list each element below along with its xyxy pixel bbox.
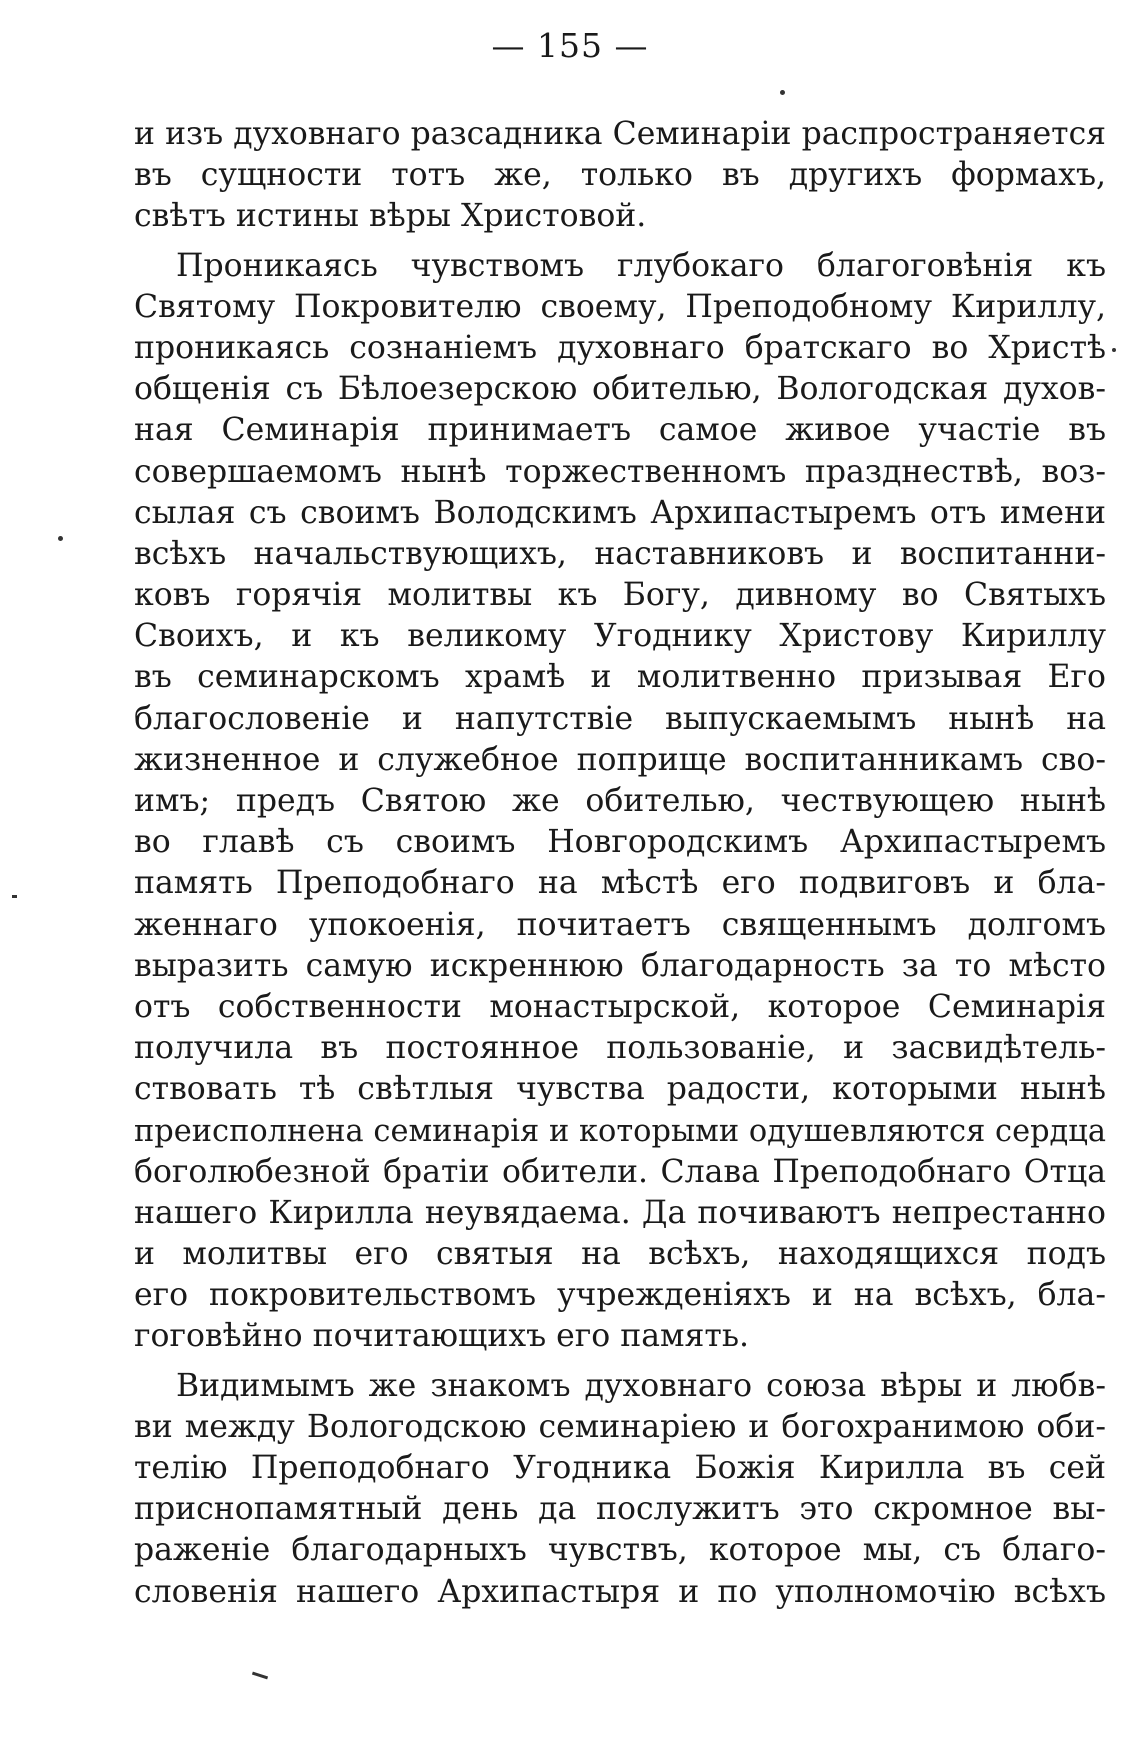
text-line: ви между Вологодскою семинаріею и богохранимою оби- [134,1408,1106,1445]
text-line: ковъ горячія молитвы къ Богу, дивному во Святыхъ [134,577,1106,614]
page-number: — 155 — [491,26,649,65]
text-line: ствовать тѣ свѣтлыя чувства радости, которыми нынѣ [134,1071,1106,1108]
text-line: совершаемомъ нынѣ торжественномъ празднествѣ, воз- [134,453,1106,490]
text-line: приснопамятный день да послужитъ это скромное вы- [134,1491,1106,1528]
text-line: нашего Кирилла неувядаема. Да почиваютъ непрестанно [134,1194,1106,1231]
text-line: его покровительствомъ учрежденіяхъ и на всѣхъ, бла- [134,1277,1106,1314]
text-line: гоговѣйно почитающихъ его память. [134,1318,750,1355]
text-line: память Преподобнаго на мѣстѣ его подвиговъ и бла- [134,865,1106,902]
text-line: преисполнена семинарія и которыми одушевляются сердца [134,1113,1106,1149]
body-text [134,114,1106,1613]
text-line: Видимымъ же знакомъ духовнаго союза вѣры и любв- [176,1367,1106,1404]
text-line: сылая съ своимъ Володскимъ Архипастыремъ отъ имени [134,494,1106,531]
text-line: имъ; предъ Святою же обителью, чествующею нынѣ [134,783,1106,819]
scan-speck [58,536,63,541]
scan-speck [780,90,785,95]
text-line: Своихъ, и къ великому Угоднику Христову Кириллу [134,618,1106,655]
text-line: боголюбезной братіи обители. Слава Преподобнаго Отца [134,1153,1106,1190]
text-line: выразить самую искреннюю благодарность за то мѣсто [134,947,1106,984]
text-line: Проникаясь чувствомъ глубокаго благоговѣнія къ [176,247,1106,284]
text-line: словенія нашего Архипастыря и по уполномочію всѣхъ [134,1573,1106,1610]
text-line: проникаясь сознаніемъ духовнаго братскаго во Христѣ [134,329,1106,366]
text-line: въ сущности тотъ же, только въ другихъ формахъ, [134,157,1106,194]
scan-speck [1112,348,1116,352]
text-line: общенія съ Бѣлоезерскою обителью, Вологодская духов- [134,371,1106,408]
text-line: въ семинарскомъ храмѣ и молитвенно призывая Его [134,659,1106,696]
text-line: всѣхъ начальствующихъ, наставниковъ и воспитанни- [134,535,1106,572]
text-line: раженіе благодарныхъ чувствъ, которое мы, съ благо- [134,1532,1106,1569]
text-line: отъ собственности монастырской, которое Семинарія [134,988,1106,1025]
text-line: благословеніе и напутствіе выпускаемымъ нынѣ на [134,700,1106,737]
text-line: и изъ духовнаго разсадника Семинаріи распространяется [134,116,1106,152]
scan-speck [12,895,17,898]
text-line: получила въ постоянное пользованіе, и засвидѣтель- [134,1030,1106,1067]
scan-speck [252,1672,268,1680]
text-line: во главѣ съ своимъ Новгородскимъ Архипастыремъ [134,824,1106,861]
text-line: жизненное и служебное поприще воспитанникамъ сво- [134,741,1106,778]
text-line: женнаго упокоенія, почитаетъ священнымъ долгомъ [134,906,1106,943]
text-line: ная Семинарія принимаетъ самое живое участіе въ [134,412,1106,449]
text-line: свѣтъ истины вѣры Христовой. [134,198,647,235]
text-line: Святому Покровителю своему, Преподобному Кириллу, [134,288,1106,325]
text-line: и молитвы его святыя на всѣхъ, находящихся подъ [134,1236,1106,1273]
text-line: телію Преподобнаго Угодника Божія Кирилла въ сей [134,1450,1106,1486]
